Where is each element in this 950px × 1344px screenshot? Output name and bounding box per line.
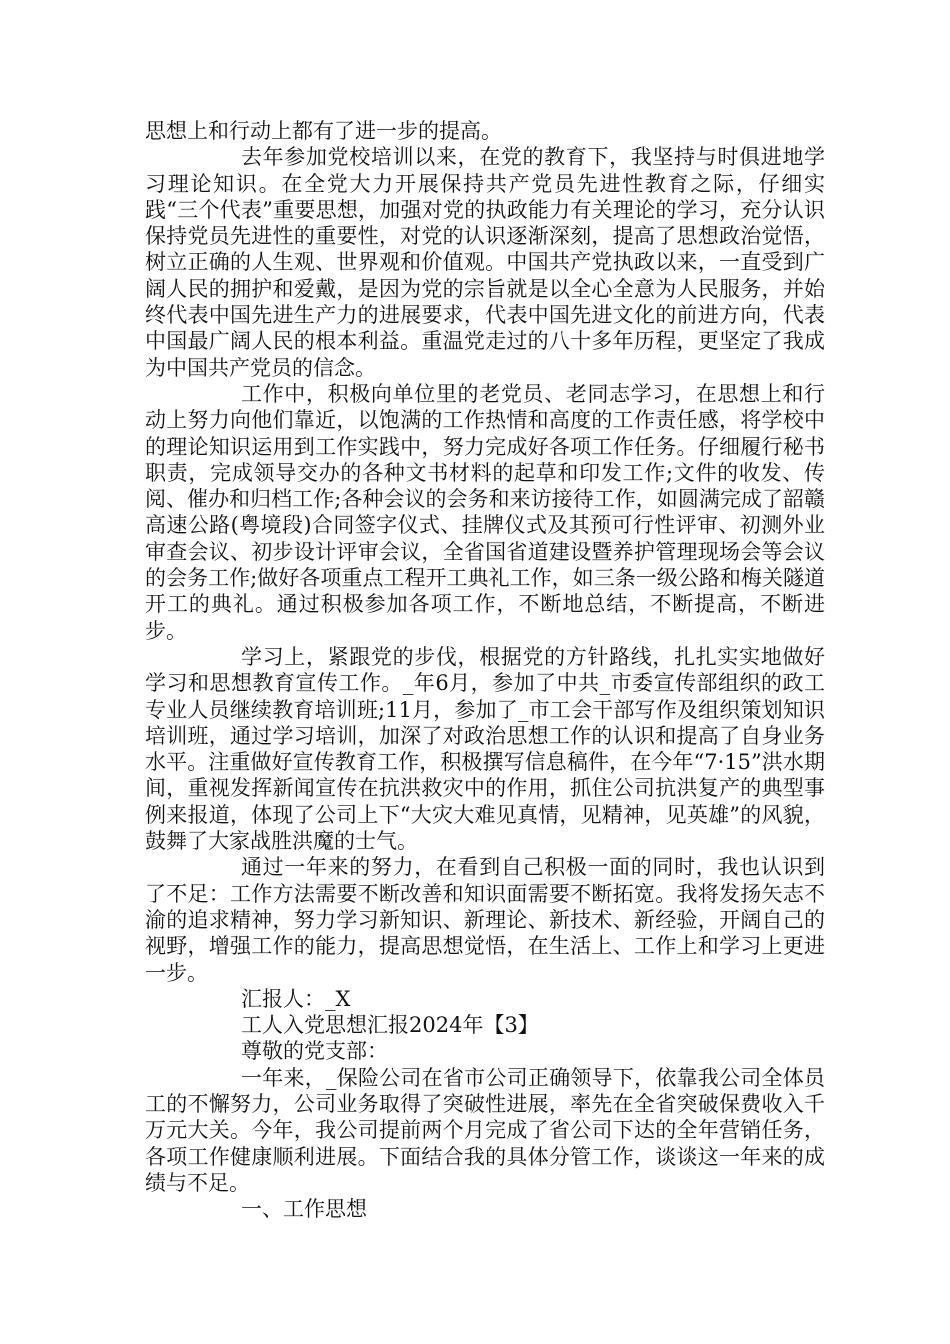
subheading-work-thoughts: 一、工作思想	[241, 1197, 367, 1222]
section-heading: 工人入党思想汇报2024年【3】	[241, 1013, 539, 1038]
paragraph-company-year: 一年来，_保险公司在省市公司正确领导下，依靠我公司全体员工的不懈努力，公司业务取得了突破性进展，率先在全省突破保费收入千万元大关。今年，我公司提前两个月完成了省公司下达的全年营销任务，各项工作健康顺利进展。下面结合我的具体分管工作，谈谈这一年来的成绩与不足。	[145, 1065, 825, 1195]
paragraph-party-school-training: 去年参加党校培训以来，在党的教育下，我坚持与时俱进地学习理论知识。在全党大力开展保持共产党员先进性教育之际，仔细实践“三个代表”重要思想，加强对党的执政能力有关理论的学习，充分认识保持党员先进性的重要性，对党的认识逐渐深刻，提高了思想政治觉悟，树立正确的人生观、世界观和价值观。中国共产党执政以来，一直受到广阔人民的拥护和爱戴，是因为党的宗旨就是以全心全意为人民服务，并始终代表中国先进生产力的进展要求，代表中国先进文化的前进方向，代表中国最广阔人民的根本利益。重温党走过的八十多年历程，更坚定了我成为中国共产党员的信念。	[145, 145, 825, 380]
paragraph-continuation: 思想上和行动上都有了进一步的提高。	[145, 119, 502, 143]
reporter-signature: 汇报人：_X	[241, 986, 351, 1011]
paragraph-study: 学习上，紧跟党的步伐，根据党的方针路线，扎扎实实地做好学习和思想教育宣传工作。_年6月，参加了中共_市委宣传部组织的政工专业人员继续教育培训班;11月，参加了_市工会干部写作及组织策划知识培训班，通过学习培训，加深了对政治思想工作的认识和提高了自身业务水平。注重做好宣传教育工作，积极撰写信息稿件，在今年“7·15”洪水期间，重视发挥新闻宣传在抗洪救灾中的作用，抓住公司抗洪复产的典型事例来报道，体现了公司上下“大灾大难见真情，见精神，见英雄”的风貌，鼓舞了大家战胜洪魔的士气。	[145, 644, 825, 854]
paragraph-summary: 通过一年来的努力，在看到自己积极一面的同时，我也认识到了不足：工作方法需要不断改善和知识面需要不断拓宽。我将发扬矢志不渝的追求精神，努力学习新知识、新理论、新技术、新经验，开阔自己的视野，增强工作的能力，提高思想觉悟，在生活上、工作上和学习上更进一步。	[145, 855, 825, 985]
salutation: 尊敬的党支部：	[241, 1039, 388, 1064]
paragraph-work: 工作中，积极向单位里的老党员、老同志学习，在思想上和行动上努力向他们靠近，以饱满的工作热情和高度的工作责任感，将学校中的理论知识运用到工作实践中，努力完成好各项工作任务。仔细履行秘书职责，完成领导交办的各种文书材料的起草和印发工作;文件的收发、传阅、催办和归档工作;各种会议的会务和来访接待工作，如圆满完成了韶赣高速公路(粤境段)合同签字仪式、挂牌仪式及其预可行性评审、初测外业审查会议、初步设计评审会议，全省国省道建设暨养护管理现场会等会议的会务工作;做好各项重点工程开工典礼工作，如三条一级公路和梅关隧道开工的典礼。通过积极参加各项工作，不断地总结，不断提高，不断进步。	[145, 381, 825, 643]
document-page	[145, 118, 825, 1222]
